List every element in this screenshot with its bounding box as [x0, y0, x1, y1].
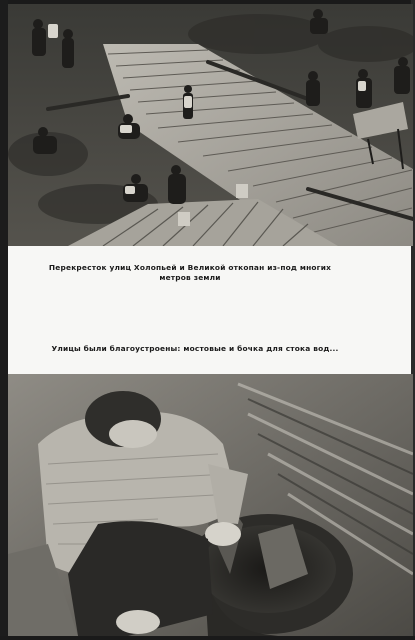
- barrel-photo-icon: [8, 374, 413, 636]
- excavation-photo: [8, 4, 413, 246]
- excavation-photo-icon: [8, 4, 413, 246]
- caption-crossroads-line2: метров земли: [159, 273, 221, 282]
- caption-crossroads: [40, 263, 340, 283]
- scan-border-left: [0, 0, 8, 640]
- caption-crossroads-line1: Перекресток улиц Холопьей и Великой откопан из-под многих: [48, 263, 332, 272]
- barrel-photo: [8, 374, 413, 636]
- scan-border-bottom: [0, 636, 415, 640]
- caption-streets: Улицы были благоустроены: мостовые и бочка для стока вод...: [51, 344, 339, 353]
